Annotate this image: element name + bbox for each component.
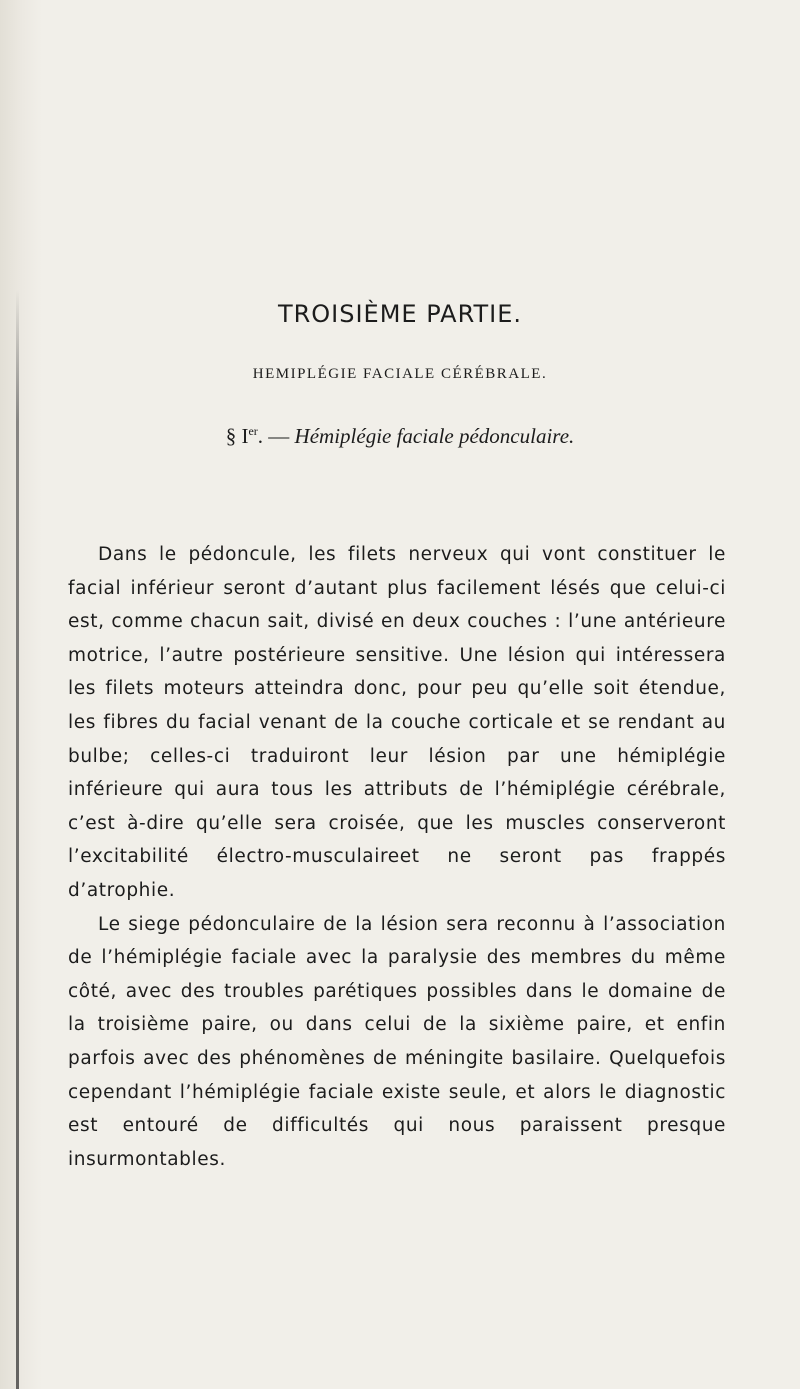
section-number <box>226 424 258 448</box>
page-binding-shadow <box>16 290 19 1389</box>
part-title: TROISIÈME PARTIE. <box>277 300 523 328</box>
page-binding-edge <box>0 0 42 1389</box>
section-heading <box>0 424 800 449</box>
section-symbol: § I <box>225 424 249 448</box>
paragraph-2: Le siege pédonculaire de la lésion sera reconnu à l’association de l’hémiplégie faciale avec la paralysie des membres du même côté, avec des troubles parétiques possibles dans le domaine de la troisième paire, ou dans celui de la sixième paire, et enfin parfois avec des phénomènes de méningite basilaire. Quelquefois cependant l’hémiplégie faciale existe seule, et alors le diagnostic est entouré de difficultés qui nous paraissent presque insurmontables. <box>68 913 726 1170</box>
paragraph-1: Dans le pédoncule, les filets nerveux qui vont constituer le facial inférieur seront d’autant plus facilement lésés que celui-ci est, comme chacun sait, divisé en deux couches : l’une antérieure motrice, l’autre postérieure sensitive. Une lésion qui intéressera les filets moteurs atteindra donc, pour peu qu’elle soit étendue, les fibres du facial venant de la couche corticale et se rendant au bulbe; celles-ci traduiront leur lésion par une hémiplégie inférieure qui aura tous les attributs de l’hémiplégie cérébrale, c’est à-dire qu’elle sera croisée, que les muscles conserveront l’excitabilité électro-musculaireet ne seront pas frappés d’atrophie. <box>68 544 726 901</box>
section-superscript: er <box>248 424 258 438</box>
chapter-title: HEMIPLÉGIE FACIALE CÉRÉBRALE. <box>252 366 548 382</box>
section-title: Hémiplégie faciale pédonculaire. <box>294 424 575 448</box>
body-text <box>68 538 726 1176</box>
section-separator: . — <box>257 424 295 448</box>
